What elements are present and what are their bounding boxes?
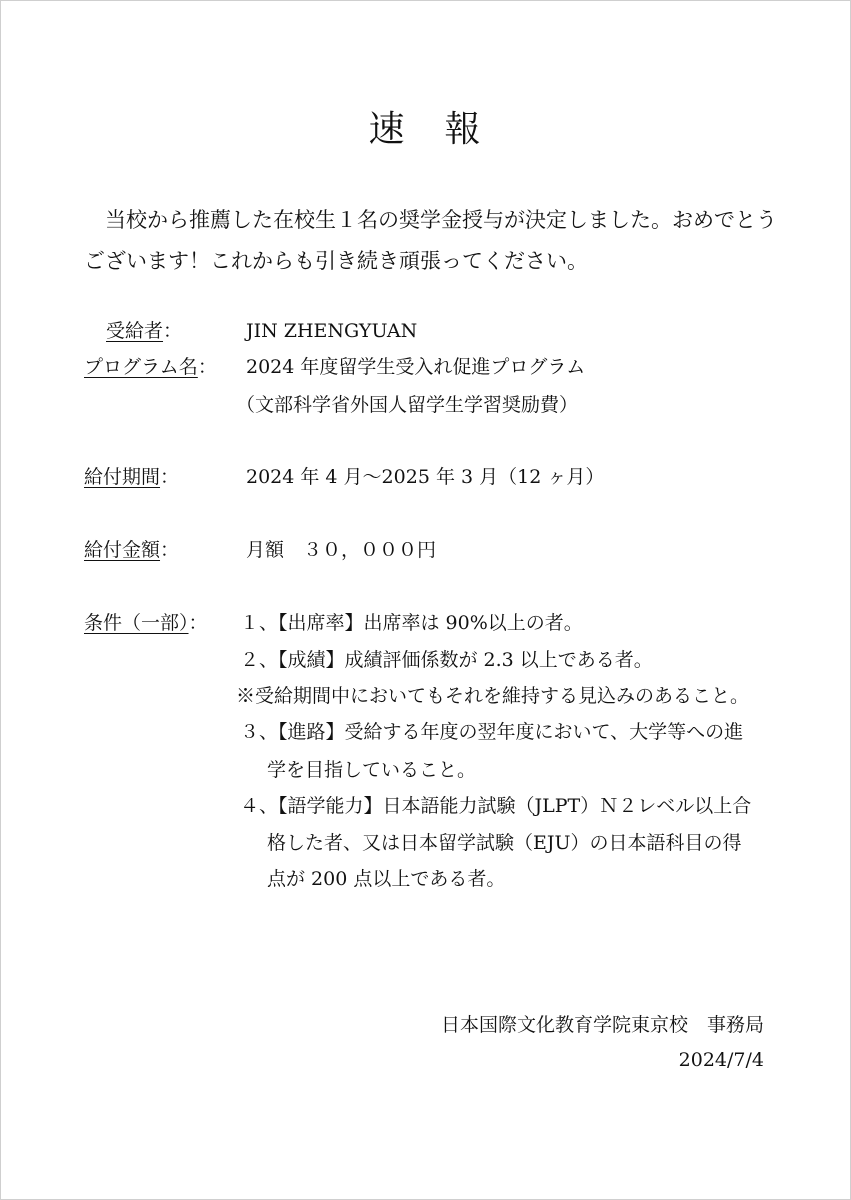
recipient-label-colon: ：: [163, 320, 183, 342]
issuer-office: 日本国際文化教育学院東京校 事務局: [440, 1014, 764, 1036]
condition-item-3-line1: ３、【進路】受給する年度の翌年度において、大学等への進: [240, 721, 744, 743]
amount-label-colon: ：: [160, 539, 180, 561]
condition-item-4-line2: 格した者、又は日本留学試験（EJU）の日本語科目の得: [267, 832, 742, 854]
intro-paragraph: 当校から推薦した在校生１名の奨学金授与が決定しました。おめでとうございます！これからも引き続き頑張ってください。: [84, 208, 777, 273]
amount-value: 月額 ３０，０００円: [246, 539, 437, 561]
recipient-label: [106, 316, 182, 346]
amount-label: [84, 535, 179, 565]
condition-item-2: ２、【成績】成績評価係数が 2.3 以上である者。: [240, 649, 653, 671]
program-subvalue: （文部科学省外国人留学生学習奨励費）: [236, 394, 579, 416]
conditions-label-colon: ：: [188, 612, 208, 634]
condition-item-3-line2: 学を目指していること。: [267, 759, 477, 781]
period-label: [84, 462, 179, 492]
issue-date: 2024/7/4: [678, 1049, 764, 1071]
period-value: 2024 年 4 月～2025 年 3 月（12 ヶ月）: [246, 466, 605, 488]
amount-label-text: 給付金額: [84, 539, 161, 561]
program-value: 2024 年度留学生受入れ促進プログラム: [246, 356, 586, 378]
period-label-text: 給付期間: [84, 466, 161, 488]
condition-item-1: １、【出席率】出席率は 90%以上の者。: [240, 612, 583, 634]
recipient-value: JIN ZHENGYUAN: [246, 320, 418, 342]
program-label-colon: ：: [197, 356, 217, 378]
document-title: 速 報: [368, 109, 483, 150]
program-label: [84, 352, 217, 382]
recipient-label-text: 受給者: [106, 320, 164, 342]
conditions-label-text: 条件（一部）: [84, 612, 189, 634]
condition-note: ※受給期間中においてもそれを維持する見込みのあること。: [236, 685, 750, 707]
program-label-text: プログラム名: [84, 356, 198, 378]
condition-item-4-line1: ４、【語学能力】日本語能力試験（JLPT）Ｎ２レベル以上合: [240, 795, 752, 817]
conditions-label: [84, 608, 208, 638]
period-label-colon: ：: [160, 466, 180, 488]
condition-item-4-line3: 点が 200 点以上である者。: [267, 868, 506, 890]
